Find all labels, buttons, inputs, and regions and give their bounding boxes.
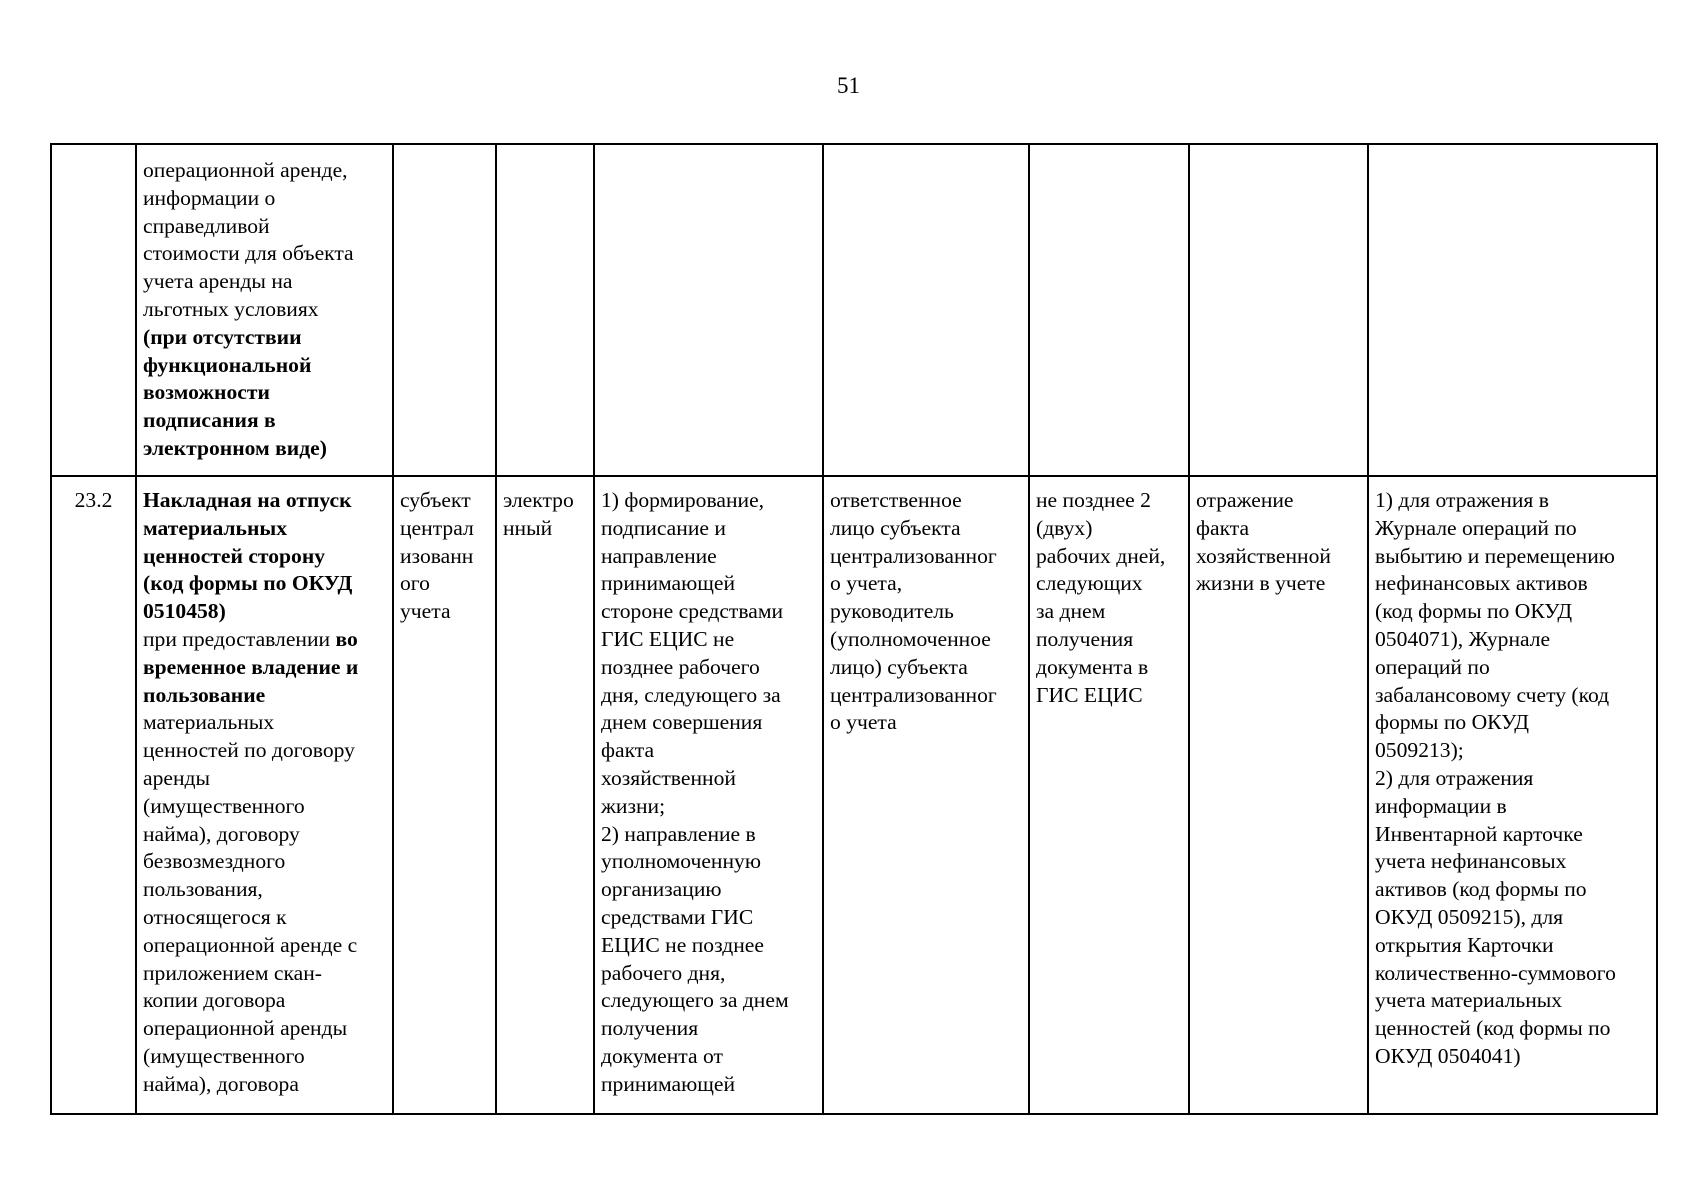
registers-line: выбытию и перемещению — [1375, 543, 1615, 568]
document-bold-line: подписания в — [143, 408, 276, 433]
procedure-cell — [594, 476, 823, 1114]
document-title-line: Накладная на отпуск — [143, 488, 352, 512]
responsible-line: централизованног — [830, 682, 997, 707]
registers-line: 0509213); — [1375, 738, 1464, 763]
document-bold-line: временное владение и — [143, 654, 359, 679]
deadline-line: следующих — [1036, 571, 1143, 596]
purpose-line: жизни в учете — [1196, 571, 1326, 596]
originator-line: изованн — [400, 543, 474, 568]
deadline-line: рабочих дней, — [1036, 543, 1166, 568]
purpose-cell — [1189, 144, 1368, 476]
document-text-line: операционной аренде, — [143, 158, 348, 182]
purpose-cell — [1189, 476, 1368, 1114]
registers-line: 0504071), Журнале — [1375, 626, 1551, 651]
procedure-line: дня, следующего за — [601, 682, 781, 707]
originator-line: ого — [400, 571, 430, 596]
procedure-line: 2) направление в — [601, 821, 756, 846]
document-text-line: относящегося к — [143, 904, 287, 929]
page-number: 51 — [837, 73, 860, 98]
purpose-line: факта — [1196, 515, 1250, 540]
document-title-line: (код формы по ОКУД — [143, 571, 353, 596]
form-cell — [496, 144, 594, 476]
procedure-line: жизни; — [601, 793, 666, 818]
procedure-line: хозяйственной — [601, 765, 736, 790]
procedure-line: ГИС ЕЦИС не — [601, 626, 735, 651]
procedure-line: принимающей — [601, 1071, 736, 1096]
document-text-line: операционной аренды — [143, 1016, 348, 1041]
responsible-line: лицо) субъекта — [830, 654, 968, 679]
originator-cell — [393, 476, 496, 1114]
procedure-line: ЕЦИС не позднее — [601, 932, 764, 957]
document-text-line: справедливой — [143, 213, 270, 238]
deadline-line: не позднее 2 — [1036, 488, 1151, 512]
document-bold-line: пользование — [143, 682, 266, 707]
procedure-line: позднее рабочего — [601, 654, 760, 679]
procedure-line: получения — [601, 1016, 699, 1041]
document-text-line: ценностей по договору — [143, 738, 355, 763]
document-text-line: материальных — [143, 710, 275, 735]
deadline-line: за днем — [1036, 599, 1106, 624]
row-number-cell: 23.2 — [51, 476, 136, 1114]
registers-line: учета нефинансовых — [1375, 849, 1567, 874]
document-text-line: найма), договора — [143, 1071, 299, 1096]
originator-line: централ — [400, 515, 474, 540]
form-cell — [496, 476, 594, 1114]
deadline-cell — [1029, 144, 1189, 476]
form-line: электро — [503, 488, 574, 512]
table-row — [51, 476, 1657, 1114]
responsible-line: (уполномоченное — [830, 626, 991, 651]
document-text-line: учета аренды на — [143, 269, 293, 294]
registers-cell — [1368, 476, 1657, 1114]
document-bold-line: возможности — [143, 380, 270, 405]
deadline-line: получения — [1036, 626, 1134, 651]
registers-line: количественно-суммового — [1375, 960, 1616, 985]
purpose-line: отражение — [1196, 488, 1294, 512]
document-intro-text: при предоставлении — [143, 626, 331, 651]
registers-line: (код формы по ОКУД — [1375, 599, 1573, 624]
deadline-cell — [1029, 476, 1189, 1114]
document-title-line: ценностей сторону — [143, 543, 326, 568]
document-name-cell — [136, 476, 393, 1114]
registers-line: ценностей (код формы по — [1375, 1016, 1611, 1041]
originator-line: учета — [400, 599, 451, 624]
originator-line: субъект — [400, 488, 471, 512]
procedure-line: принимающей — [601, 571, 736, 596]
originator-cell — [393, 144, 496, 476]
document-text-line: найма), договору — [143, 821, 300, 846]
registers-line: 1) для отражения в — [1375, 488, 1549, 512]
document-text-line: аренды — [143, 765, 211, 790]
document-text-line: информации о — [143, 185, 276, 210]
document-registry-table — [50, 143, 1658, 1115]
purpose-line: хозяйственной — [1196, 543, 1331, 568]
row-number-cell — [51, 144, 136, 476]
document-intro-bold: во — [335, 626, 358, 651]
procedure-line: документа от — [601, 1043, 723, 1068]
deadline-line: документа в — [1036, 654, 1149, 679]
document-text-line: приложением скан- — [143, 960, 323, 985]
procedure-line: стороне средствами — [601, 599, 784, 624]
responsible-line: ответственное — [830, 488, 962, 512]
document-bold-line: (при отсутствии — [143, 324, 302, 349]
procedure-line: уполномоченную — [601, 849, 761, 874]
responsible-line: руководитель — [830, 599, 954, 624]
deadline-line: (двух) — [1036, 515, 1093, 540]
responsible-line: о учета — [830, 710, 897, 735]
registers-line: ОКУД 0504041) — [1375, 1043, 1521, 1068]
document-bold-line: электронном виде) — [143, 435, 327, 460]
document-text-line: льготных условиях — [143, 296, 319, 321]
table-row — [51, 144, 1657, 476]
responsible-line: лицо субъекта — [830, 515, 961, 540]
registers-line: учета материальных — [1375, 988, 1563, 1013]
responsible-line: о учета, — [830, 571, 903, 596]
procedure-line: организацию — [601, 877, 722, 902]
document-name-cell — [136, 144, 393, 476]
registers-line: формы по ОКУД — [1375, 710, 1529, 735]
procedure-line: 1) формирование, — [601, 488, 765, 512]
registers-line: активов (код формы по — [1375, 877, 1587, 902]
registers-cell — [1368, 144, 1657, 476]
document-intro-line — [143, 626, 387, 654]
registers-line: открытия Карточки — [1375, 932, 1554, 957]
document-title-line: материальных — [143, 515, 288, 540]
registers-line: нефинансовых активов — [1375, 571, 1588, 596]
responsible-line: централизованног — [830, 543, 997, 568]
deadline-line: ГИС ЕЦИС — [1036, 682, 1143, 707]
document-text-line: (имущественного — [143, 1043, 305, 1068]
form-line: нный — [503, 515, 553, 540]
document-text-line: (имущественного — [143, 793, 305, 818]
procedure-line: средствами ГИС — [601, 904, 754, 929]
procedure-line: следующего за днем — [601, 988, 789, 1013]
registers-line: забалансовому счету (код — [1375, 682, 1610, 707]
procedure-line: факта — [601, 738, 655, 763]
registers-line: ОКУД 0509215), для — [1375, 904, 1564, 929]
document-text-line: безвозмездного — [143, 849, 286, 874]
responsible-cell — [823, 144, 1029, 476]
procedure-line: днем совершения — [601, 710, 763, 735]
registers-line: Инвентарной карточке — [1375, 821, 1583, 846]
procedure-cell — [594, 144, 823, 476]
document-title-line: 0510458) — [143, 599, 226, 624]
procedure-line: рабочего дня, — [601, 960, 726, 985]
document-text-line: операционной аренде с — [143, 932, 358, 957]
registers-line: Журнале операций по — [1375, 515, 1577, 540]
registers-line: информации в — [1375, 793, 1507, 818]
registers-line: 2) для отражения — [1375, 765, 1534, 790]
document-text-line: стоимости для объекта — [143, 241, 354, 266]
registers-line: операций по — [1375, 654, 1490, 679]
document-text-line: копии договора — [143, 988, 286, 1013]
document-bold-line: функциональной — [143, 352, 312, 377]
responsible-cell — [823, 476, 1029, 1114]
procedure-line: подписание и — [601, 515, 726, 540]
document-text-line: пользования, — [143, 877, 263, 902]
procedure-line: направление — [601, 543, 717, 568]
